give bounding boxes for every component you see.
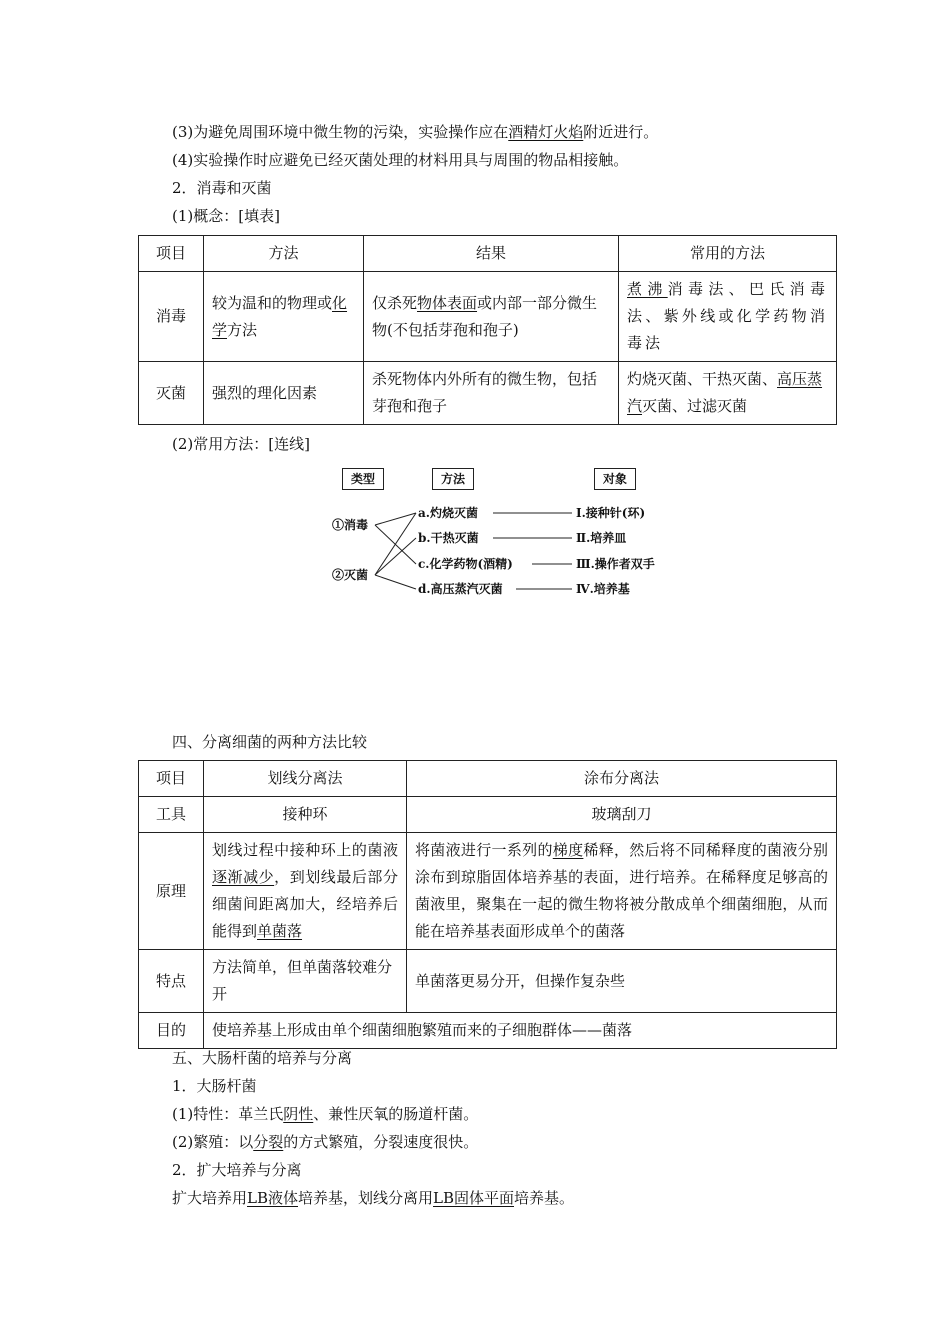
method-header: 方法 [432, 468, 474, 490]
method-c: c.化学药物(酒精) [418, 557, 513, 571]
subsection-label: (2)常用方法：[连线] [172, 435, 310, 453]
row-label: 消毒 [139, 272, 204, 362]
underlined-answer: 高压蒸汽 [627, 370, 823, 415]
object-3: Ⅲ.操作者双手 [576, 557, 655, 571]
text: 培养基，划线分离用 [298, 1189, 434, 1207]
text: 稀释，然后将不同稀释度的菌液分别涂布到琼脂固体培养基的表面，进行培养。在稀释度足够高的菌液里，聚集在一起的微生物将被分散成单个细菌细胞，从而能在培养基表面形成单个的菌落 [415, 841, 828, 940]
principle-a [204, 833, 407, 950]
connector-lines [320, 460, 680, 610]
text: 灭菌、过滤灭菌 [642, 397, 748, 415]
text: (1)特性：革兰氏 [172, 1105, 284, 1123]
object-header: 对象 [594, 468, 636, 490]
underlined-answer: 阴性 [283, 1105, 314, 1123]
text: 附近进行。 [583, 123, 659, 141]
tool-a: 接种环 [204, 797, 407, 833]
method-d: d.高压蒸汽灭菌 [418, 582, 503, 596]
header-cell: 项目 [139, 761, 204, 797]
section-heading: 五、大肠杆菌的培养与分离 [172, 1049, 353, 1067]
method-cell: 强烈的理化因素 [204, 362, 364, 425]
culture-line [172, 1188, 574, 1208]
header-cell: 项目 [139, 236, 204, 272]
underlined-answer: LB固体平面 [433, 1189, 514, 1207]
text: (2)繁殖：以 [172, 1133, 254, 1151]
header-cell: 涂布分离法 [407, 761, 837, 797]
subsection-heading: 1．大肠杆菌 [172, 1077, 257, 1095]
header-cell: 划线分离法 [204, 761, 407, 797]
type-sterilization: ②灭菌 [332, 568, 369, 582]
section-heading: 四、分离细菌的两种方法比较 [172, 733, 368, 751]
underlined-answer: 逐渐减少 [212, 868, 275, 886]
text: 、兼性厌氧的肠道杆菌。 [313, 1105, 479, 1123]
text: 灼烧灭菌、干热灭菌、 [627, 370, 778, 388]
result-cell [364, 272, 619, 362]
method-cell [204, 272, 364, 362]
purpose-text: 使培养基上形成由单个细菌细胞繁殖而来的子细胞群体——菌落 [204, 1013, 837, 1049]
disinfection-table [138, 235, 837, 425]
object-1: Ⅰ.接种针(环) [576, 506, 646, 520]
row-label: 目的 [139, 1013, 204, 1049]
method-a: a.灼烧灭菌 [418, 506, 478, 520]
text: (3)为避免周围环境中微生物的污染，实验操作应在 [172, 123, 509, 141]
row-label: 特点 [139, 950, 204, 1013]
text: 划线过程中接种环上的菌液 [212, 841, 398, 859]
underlined-answer: 分裂 [253, 1133, 284, 1151]
underlined-answer: 化学 [212, 293, 348, 339]
line-4: (4)实验操作时应避免已经灭菌处理的材料用具与周围的物品相接触。 [172, 151, 629, 169]
result-cell: 杀死物体内外所有的微生物，包括芽孢和孢子 [364, 362, 619, 425]
underlined-answer: 煮沸 [627, 280, 668, 298]
tool-b: 玻璃刮刀 [407, 797, 837, 833]
matching-diagram [320, 460, 680, 610]
row-label: 灭菌 [139, 362, 204, 425]
principle-b [407, 833, 837, 950]
text: 或内部一部分微生物(不包括芽孢和孢子) [372, 293, 598, 339]
header-cell: 结果 [364, 236, 619, 272]
type-header: 类型 [342, 468, 384, 490]
text: 扩大培养用 [172, 1189, 248, 1207]
method-b: b.干热灭菌 [418, 531, 479, 545]
line-3 [172, 122, 658, 142]
feature-b: 单菌落更易分开，但操作复杂些 [407, 950, 837, 1013]
header-cell: 方法 [204, 236, 364, 272]
common-cell [619, 272, 837, 362]
underlined-answer: 单菌落 [257, 922, 303, 940]
object-4: Ⅳ.培养基 [576, 582, 630, 596]
object-2: Ⅱ.培养皿 [576, 531, 627, 545]
type-disinfection: ①消毒 [332, 518, 369, 532]
subsection-label: (1)概念：[填表] [172, 207, 280, 225]
feature-a: 方法简单，但单菌落较难分开 [204, 950, 407, 1013]
underlined-answer: 物体表面 [417, 293, 478, 312]
text: ，到划线最后部分细菌间距离加大，经培养后能得到 [212, 868, 398, 940]
underlined-answer: LB液体 [247, 1189, 298, 1207]
property-line [172, 1104, 478, 1124]
common-cell [619, 362, 837, 425]
underlined-answer: 酒精灯火焰 [508, 123, 584, 141]
row-label: 工具 [139, 797, 204, 833]
text: 仅杀死 [372, 293, 418, 312]
reproduction-line [172, 1132, 478, 1152]
text: 培养基。 [514, 1189, 575, 1207]
subsection-heading: 2．扩大培养与分离 [172, 1161, 302, 1179]
underlined-answer: 梯度 [552, 841, 584, 859]
line-sterilize-d [375, 575, 416, 589]
text: 较为温和的物理或 [212, 293, 333, 312]
text: 消毒法、巴氏消毒法、紫外线或化学药物消毒法 [627, 280, 828, 352]
section-heading: 2．消毒和灭菌 [172, 179, 272, 197]
header-cell: 常用的方法 [619, 236, 837, 272]
text: 将菌液进行一系列的 [415, 841, 553, 859]
row-label: 原理 [139, 833, 204, 950]
separation-table [138, 760, 837, 1049]
text: 的方式繁殖，分裂速度很快。 [283, 1133, 479, 1151]
text: 方法 [227, 320, 258, 339]
